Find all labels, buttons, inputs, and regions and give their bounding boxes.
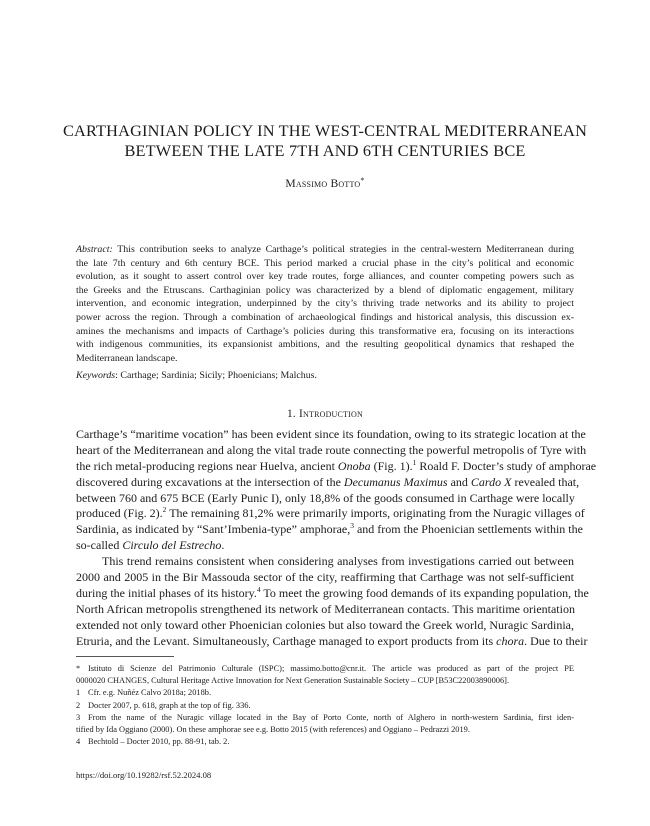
abstract-line: evolution, as it sought to assert control over key trade routes, forge alliances, and counter competing powers such as [76, 271, 574, 283]
footnote-line: 0000020 CHANGES, Cultural Heritage Active Innovation for Next Generation Sustainable Society – CUP [B53C22003890006]. [76, 676, 510, 686]
body-line: Carthage’s “maritime vocation” has been evident since its foundation, owing to its strategic location at the [76, 427, 586, 441]
author-footnote-marker: * [360, 176, 365, 185]
abstract-line: Mediterranean landscape. [76, 352, 178, 364]
abstract-line: power across the region. Through a combination of archaeological findings and historical analysis, this discussion ex- [76, 311, 574, 323]
article-title-line-1: CARTHAGINIAN POLICY IN THE WEST-CENTRAL MEDITERRANEAN [62, 121, 588, 140]
body-text [76, 427, 597, 649]
footnote-number: 1 [76, 688, 81, 698]
keywords [76, 370, 317, 381]
author-name-text: Massimo Botto [285, 177, 361, 190]
footnote-ref: 3 [350, 521, 354, 531]
author-name [0, 176, 650, 190]
abstract-line: amines the mechanisms and impacts of Carthage’s policies during this transformative era, focusing on its interactions [76, 325, 574, 337]
body-line: extended not only toward other Phoenician colonies but also toward the Greek world, Nuragic Sardinia, [76, 617, 574, 632]
body-line: between 760 and 675 BCE (Early Punic I), only 18,8% of the goods consumed in Carthage were locally [76, 490, 575, 505]
abstract-line: Abstract: This contribution seeks to analyze Carthage’s political strategies in the central-western Mediterranean during [76, 244, 574, 255]
doi-link[interactable]: https://doi.org/10.19282/rsf.52.2024.08 [76, 770, 212, 780]
body-line: produced (Fig. 2).$^2$ The remaining 81,2% were primarily imports, originating from the Nuragic villages of [76, 505, 585, 521]
footnote-number: * [76, 664, 81, 673]
abstract-line: with indigenous communities, its expansionist ambitions, and the resulting geopolitical dynamics that reshaped the [76, 339, 574, 351]
footnote-number: 3 [76, 712, 81, 722]
footnote-ref: 2 [162, 505, 167, 515]
keywords-list: : Carthage; Sardinia; Sicily; Phoenicians; Malchus. [115, 370, 317, 381]
body-line: Sardinia, as indicated by “Sant’Imbenia-type” amphorae,$^3$ and from the Phoenician settlements within the [76, 521, 583, 537]
body-line: the rich metal-producing regions near Huelva, ancient Onoba (Fig. 1).$^1$ Roald F. Docter’s study of amphorae [76, 457, 597, 473]
body-line: Etruria, and the Levant. Simultaneously, Carthage managed to export products from its chora. Due to their [76, 633, 588, 648]
abstract-label: Abstract: [76, 244, 113, 255]
footnote-ref: 1 [412, 457, 417, 467]
body-line: during the initial phases of its history.$^4$ To meet the growing food demands of its expanding population, the [76, 584, 589, 600]
footnote-ref: 4 [256, 584, 261, 594]
article-title-line-2: BETWEEN THE LATE 7TH AND 6TH CENTURIES BCE [124, 141, 526, 160]
footnotes [76, 663, 574, 748]
body-line: discovered during excavations at the intersection of the Decumanus Maximus and Cardo X revealed that, [76, 474, 580, 489]
abstract-line: intervention, and economic integration, underpinned by the city’s thriving trade networks and its ability to project [76, 298, 574, 310]
abstract-line: the Greeks and the Etruscans. Carthaginian policy was characterized by a blend of diplomatic engagement, military [76, 284, 574, 296]
abstract-line: the late 7th century and 6th century BCE. This period marked a crucial phase in the city’s political and economic [76, 257, 574, 269]
body-line: North African metropolis strengthened its network of Mediterranean contacts. This maritime orientation [76, 601, 575, 616]
footnote-number: 2 [76, 700, 81, 710]
footnote-number: 4 [76, 737, 81, 747]
footnote-line: 4 Bechtold – Docter 2010, pp. 88-91, tab. 2. [76, 736, 574, 748]
body-line: so-called Circulo del Estrecho. [76, 538, 225, 553]
footnote-separator [76, 656, 174, 657]
abstract [76, 243, 574, 365]
body-line: 2000 and 2005 in the Bir Massouda sector of the city, reaffirming that Carthage was not self-sufficient [76, 570, 574, 585]
footnote-line: * Istituto di Scienze del Patrimonio Culturale (ISPC); massimo.botto@cnr.it. The article was produced as part of the project PE [76, 663, 574, 675]
footnote-line: 1 Cfr. e.g. Nuñéz Calvo 2018a; 2018b. [76, 687, 574, 699]
body-line: heart of the Mediterranean and along the vital trade route connecting the powerful metropolis of Tyre with [76, 442, 587, 457]
footnote-line: 3 From the name of the Nuragic village located in the Bay of Porto Conte, north of Alghero in north-western Sardinia, first iden- [76, 712, 574, 724]
footnote-line: tified by Ida Oggiano (2000). On these amphorae see e.g. Botto 2015 (with references) and Oggiano – Pedrazzi 2019. [76, 724, 470, 734]
section-heading: 1. Introduction [287, 408, 363, 420]
body-line: This trend remains consistent when considering analyses from investigations carried out between [102, 554, 574, 569]
keywords-label: Keywords [76, 370, 116, 381]
footnote-line: 2 Docter 2007, p. 618, graph at the top of fig. 336. [76, 700, 574, 712]
